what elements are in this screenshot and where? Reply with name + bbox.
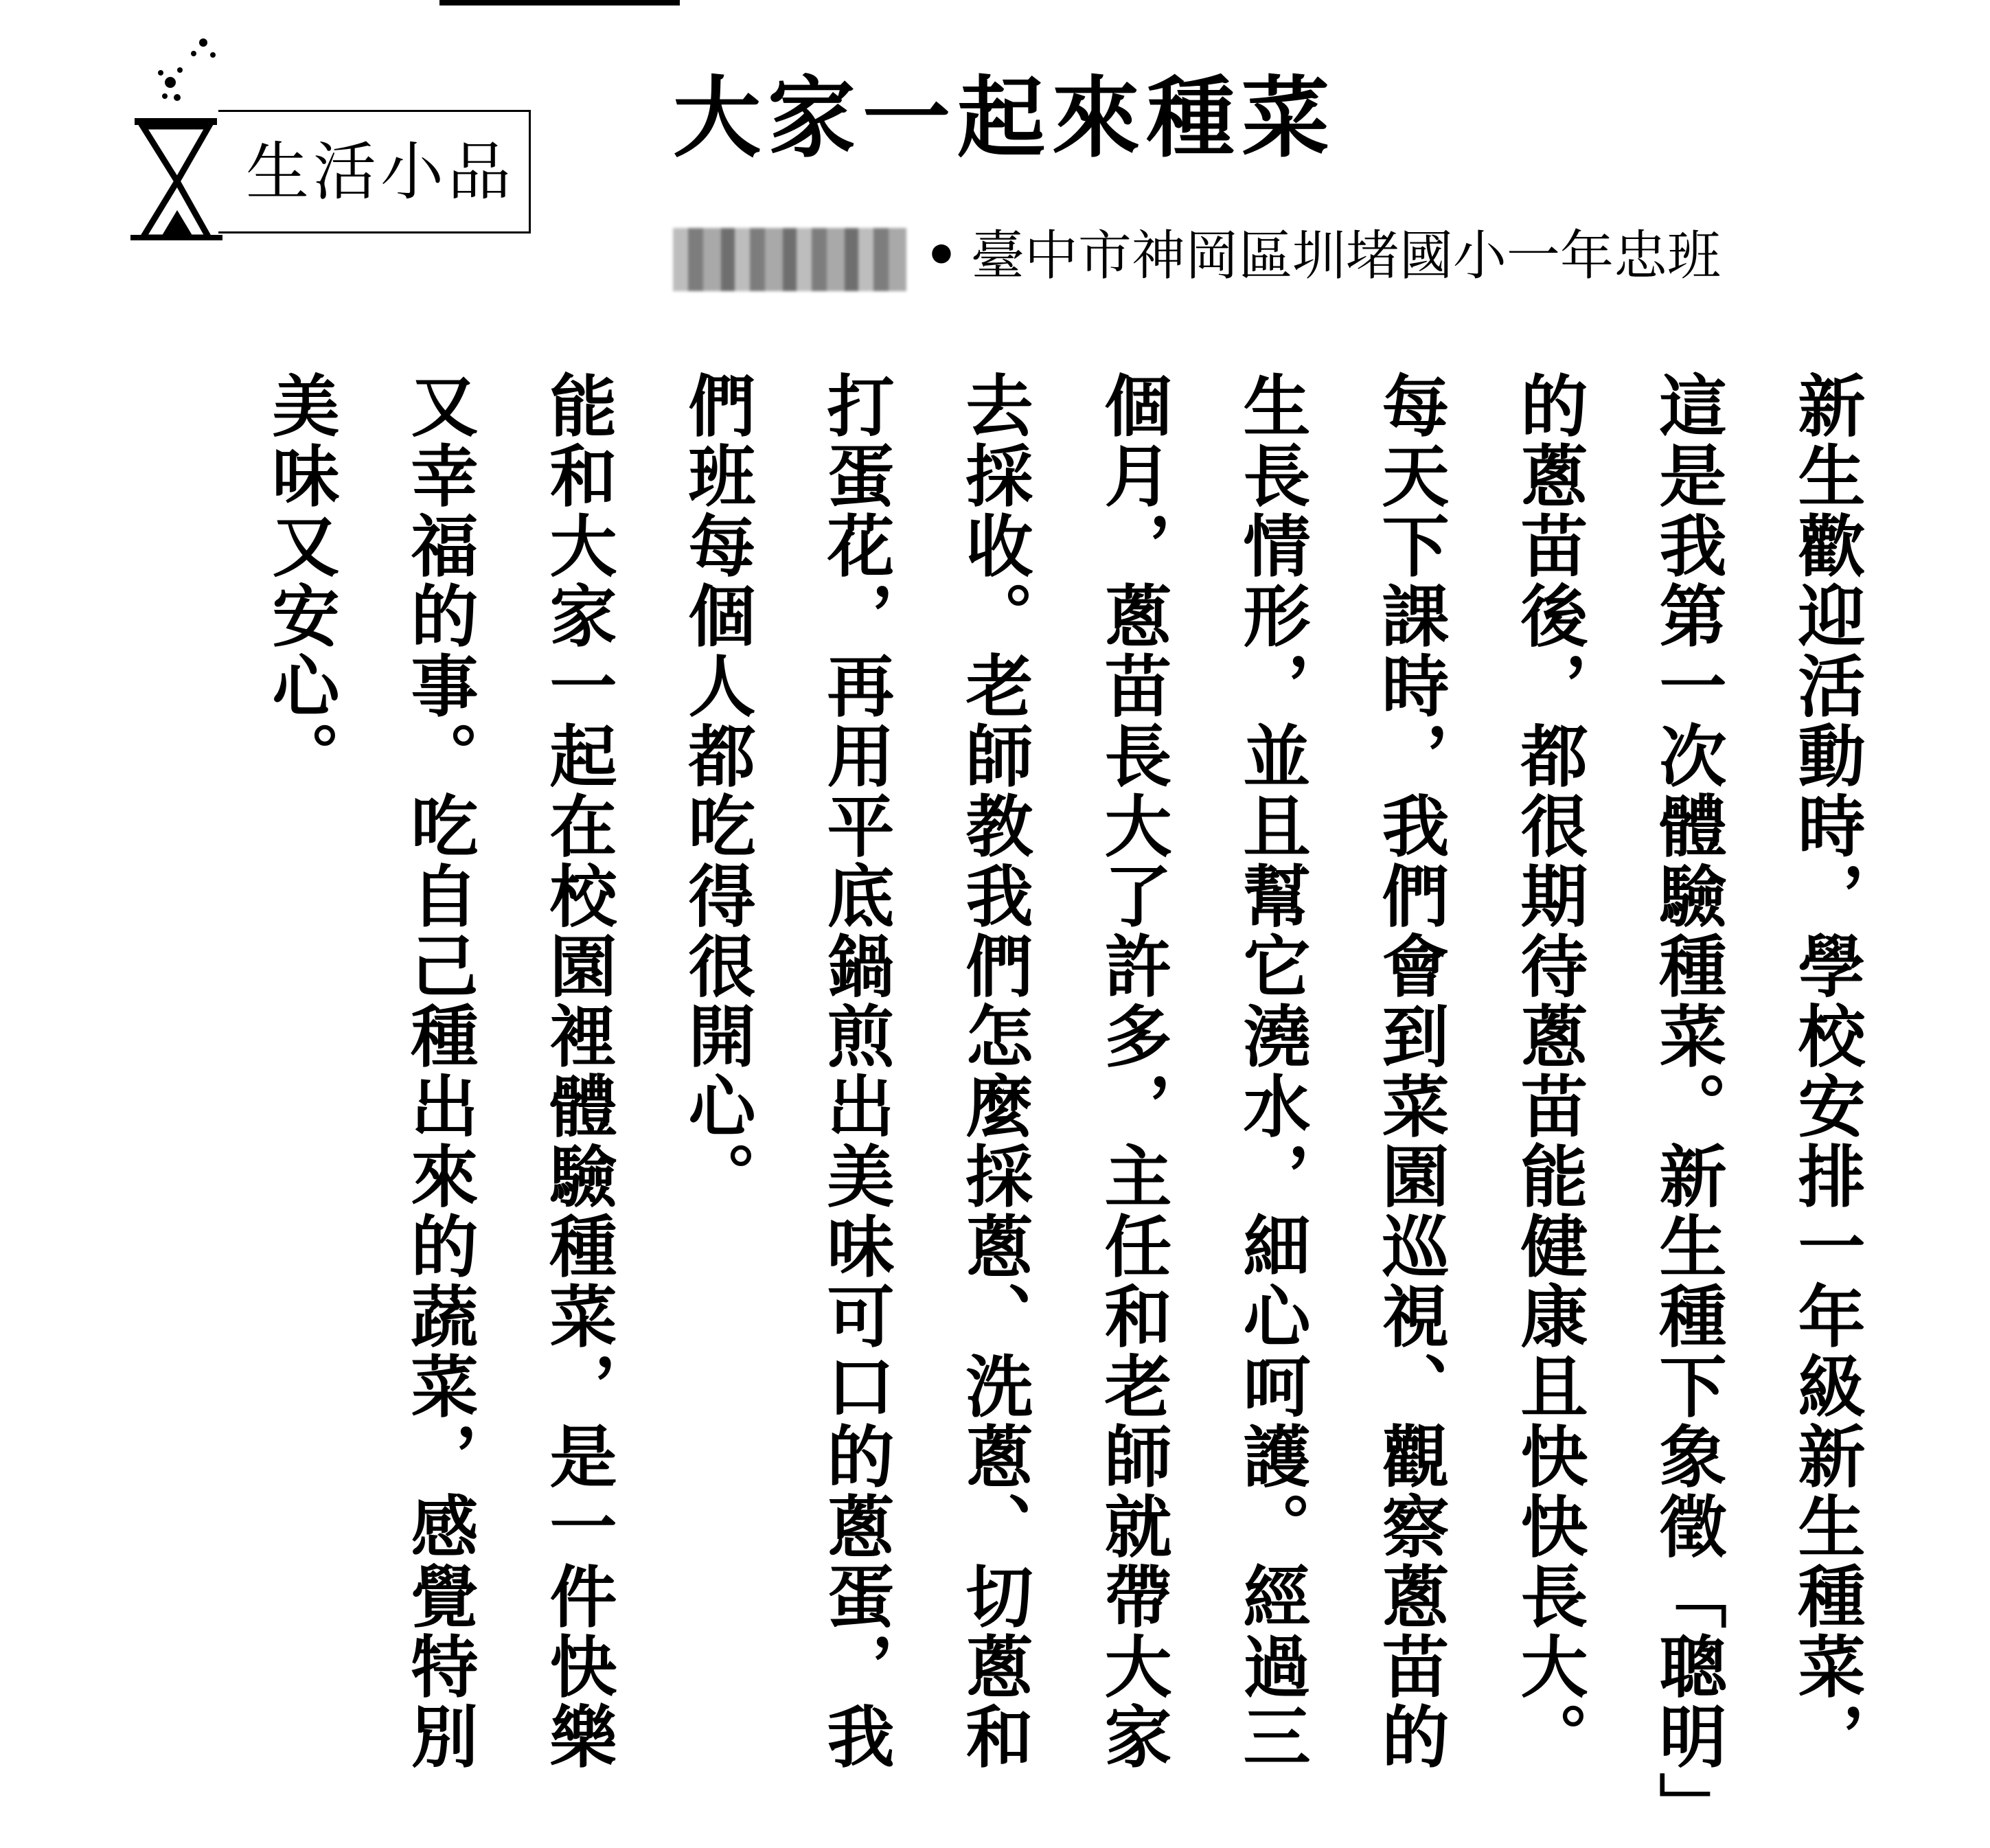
author-name-redacted — [673, 228, 906, 291]
paragraph-2: 每天下課時，我們會到菜園巡視、觀察蔥苗的生長情形，並且幫它澆水，細心呵護。經過三個月，蔥苗長大了許多，主任和老師就帶大家去採收。老師教我們怎麼採蔥、洗蔥、切蔥和打蛋花，再用平底鍋煎出美味可口的蔥蛋，我們班每個人都吃得很開心。 — [677, 371, 1450, 1772]
top-rule — [439, 0, 680, 5]
article-title: 大家一起來種菜 — [673, 67, 1337, 170]
hourglass-icon — [122, 34, 232, 240]
article-text — [231, 371, 1895, 1813]
school-name: 臺中市神岡區圳堵國小一年忠班 — [970, 225, 1721, 287]
column-label: 生活小品 — [246, 135, 516, 209]
byline — [673, 218, 1721, 294]
paragraph-1: 新生歡迎活動時，學校安排一年級新生種菜，這是我第一次體驗種菜。新生種下象徵「聰明」的蔥苗後，都很期待蔥苗能健康且快快長大。 — [1509, 371, 1866, 1808]
byline-separator: • — [924, 225, 959, 287]
paragraph-3: 能和大家一起在校園裡體驗種菜，是一件快樂又幸福的事。吃自己種出來的蔬菜，感覺特別美味又安心。 — [261, 371, 617, 1772]
column-tag — [122, 110, 534, 233]
article-body — [41, 371, 1895, 1827]
